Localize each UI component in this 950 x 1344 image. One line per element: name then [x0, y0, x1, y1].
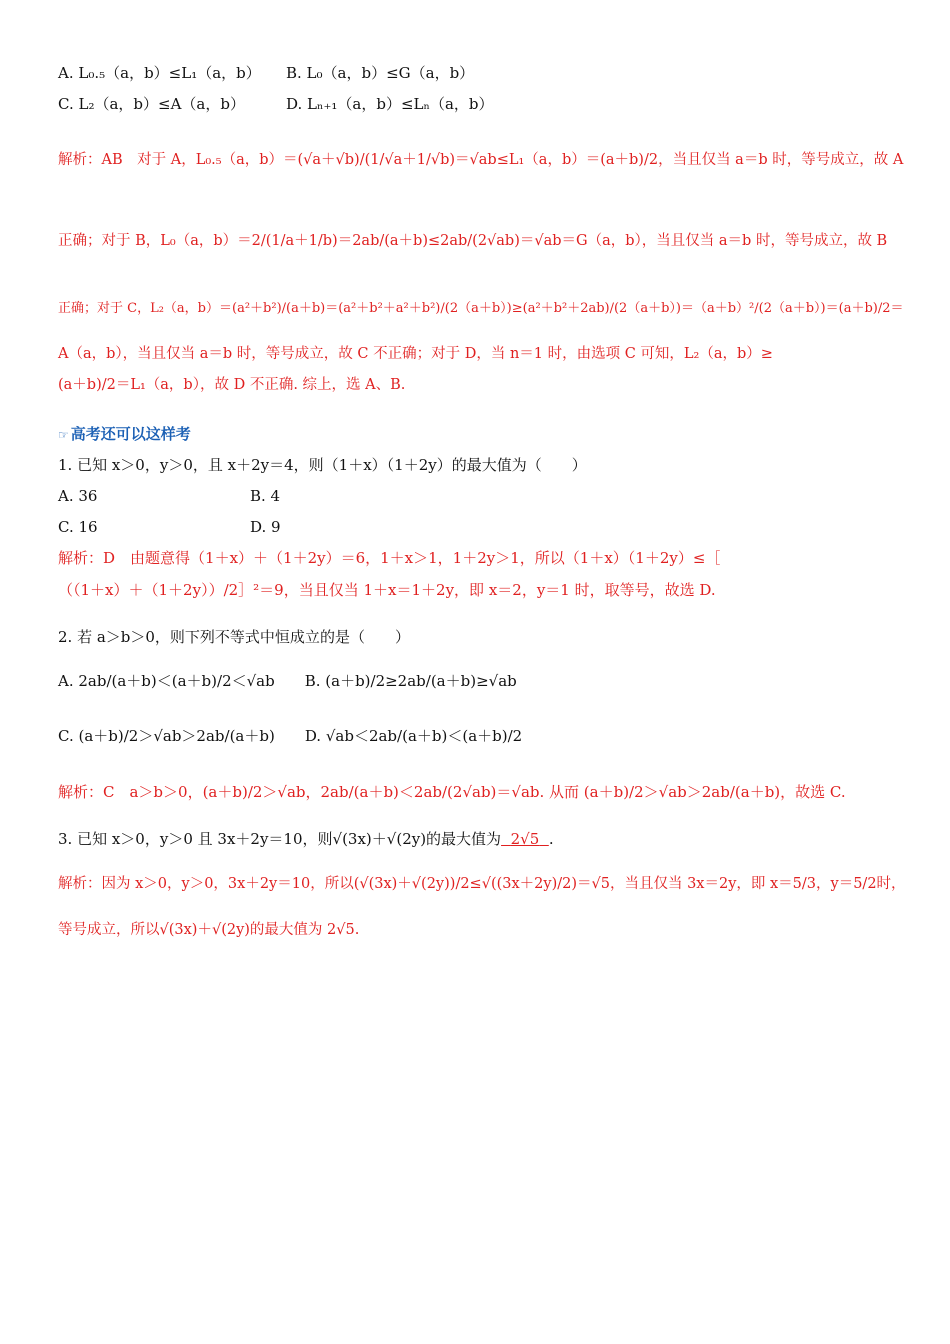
q3-stem: 3. 已知 x＞0，y＞0 且 3x＋2y＝10，则√(3x)＋√(2y)的最大值为 2√5 .: [58, 830, 554, 848]
q3-solution-line-2: 等号成立，所以√(3x)＋√(2y)的最大值为 2√5.: [58, 922, 360, 938]
q2-options-cd: C. (a＋b)/2＞√ab＞2ab/(a＋b) D. √ab＜2ab/(a＋b)＜(a＋b)/2: [58, 727, 523, 745]
option-a: A. L₀.₅（a，b）≤L₁（a，b）: [58, 64, 261, 82]
pointer-icon: ☞: [58, 428, 69, 442]
solution-1-line-3: 正确；对于 C，L₂（a，b）＝(a²＋b²)/(a＋b)＝(a²＋b²＋a²＋b²)/(2（a＋b）)≥(a²＋b²＋2ab)/(2（a＋b）)＝（a＋b）²/(2（a＋b）)＝(a＋b)/2＝: [58, 301, 904, 316]
q3-answer: 2√5: [510, 830, 540, 848]
option-d: D. Lₙ₊₁（a，b）≤Lₙ（a，b）: [286, 95, 494, 113]
q2-stem: 2. 若 a＞b＞0，则下列不等式中恒成立的是（ ）: [58, 628, 410, 646]
solution-1-line-4: A（a，b），当且仅当 a＝b 时，等号成立，故 C 不正确；对于 D，当 n＝1 时，由选项 C 可知，L₂（a，b）≥: [58, 346, 773, 362]
q3-solution-line-1: 解析：因为 x＞0，y＞0，3x＋2y＝10，所以(√(3x)＋√(2y))/2≤√((3x＋2y)/2)＝√5，当且仅当 3x＝2y，即 x＝5/3，y＝5/2时，: [58, 876, 906, 892]
solution-1-line-1: 解析：AB 对于 A，L₀.₅（a，b）＝(√a＋√b)/(1/√a＋1/√b)＝√ab≤L₁（a，b）＝(a＋b)/2，当且仅当 a＝b 时，等号成立，故 A: [58, 152, 904, 168]
section-title: ☞ 高考还可以这样考: [58, 425, 191, 443]
option-c: C. L₂（a，b）≤A（a，b）: [58, 95, 245, 113]
q1-option-c: C. 16: [58, 518, 98, 536]
solution-1-line-5: (a＋b)/2＝L₁（a，b），故 D 不正确. 综上，选 A、B.: [58, 377, 406, 393]
q1-option-d: D. 9: [250, 518, 281, 536]
q1-solution-line-1: 解析：D 由题意得（1＋x）＋（1＋2y）＝6，1＋x＞1，1＋2y＞1，所以（1＋x）（1＋2y）≤［: [58, 549, 721, 567]
q2-options-ab: A. 2ab/(a＋b)＜(a＋b)/2＜√ab B. (a＋b)/2≥2ab/(a＋b)≥√ab: [58, 672, 517, 690]
q2-solution: 解析：C a＞b＞0，(a＋b)/2＞√ab，2ab/(a＋b)＜2ab/(2√ab)＝√ab. 从而 (a＋b)/2＞√ab＞2ab/(a＋b)，故选 C.: [58, 783, 846, 801]
option-b: B. L₀（a，b）≤G（a，b）: [286, 64, 475, 82]
q1-option-b: B. 4: [250, 487, 281, 505]
solution-1-line-2: 正确；对于 B，L₀（a，b）＝2/(1/a＋1/b)＝2ab/(a＋b)≤2ab/(2√ab)＝√ab＝G（a，b），当且仅当 a＝b 时，等号成立，故 B: [58, 233, 888, 249]
q1-option-a: A. 36: [58, 487, 98, 505]
q1-stem: 1. 已知 x＞0，y＞0，且 x＋2y＝4，则（1＋x）（1＋2y）的最大值为（ ）: [58, 456, 587, 474]
q1-solution-line-2: （（1＋x）＋（1＋2y））/2］²＝9，当且仅当 1＋x＝1＋2y，即 x＝2，y＝1 时，取等号，故选 D.: [58, 581, 716, 599]
